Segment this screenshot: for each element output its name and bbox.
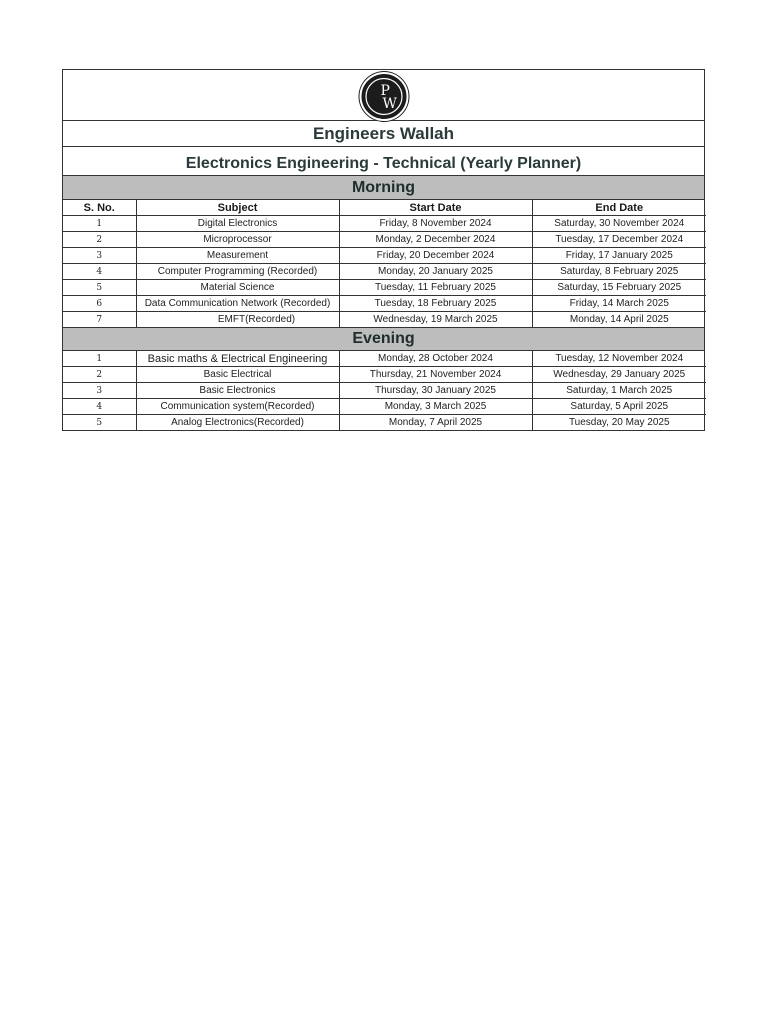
- cell-end-date: Tuesday, 17 December 2024: [532, 232, 706, 248]
- table-row: [63, 264, 706, 280]
- cell-start-date: Thursday, 21 November 2024: [339, 367, 532, 383]
- cell-start-date: Wednesday, 19 March 2025: [339, 312, 532, 328]
- header-start-date: Start Date: [339, 200, 532, 216]
- cell-subject: Analog Electronics(Recorded): [136, 415, 339, 431]
- cell-start-date: Monday, 20 January 2025: [339, 264, 532, 280]
- cell-end-date: Wednesday, 29 January 2025: [532, 367, 706, 383]
- cell-subject: Microprocessor: [136, 232, 339, 248]
- table-row: [63, 280, 706, 296]
- cell-sno: 3: [63, 383, 136, 399]
- cell-end-date: Tuesday, 20 May 2025: [532, 415, 706, 431]
- logo-row: [63, 70, 704, 121]
- cell-end-date: Saturday, 1 March 2025: [532, 383, 706, 399]
- table-row: [63, 216, 706, 232]
- section-evening: Evening: [63, 327, 704, 351]
- cell-subject: Basic Electronics: [136, 383, 339, 399]
- svg-text:W: W: [382, 96, 397, 112]
- cell-sno: 4: [63, 399, 136, 415]
- cell-start-date: Thursday, 30 January 2025: [339, 383, 532, 399]
- cell-subject: Basic Electrical: [136, 367, 339, 383]
- cell-start-date: Monday, 7 April 2025: [339, 415, 532, 431]
- header-sno: S. No.: [63, 200, 136, 216]
- cell-end-date: Saturday, 8 February 2025: [532, 264, 706, 280]
- table-row: [63, 399, 706, 415]
- table-row: [63, 383, 706, 399]
- cell-sno: 7: [63, 312, 136, 328]
- planner-title: Electronics Engineering - Technical (Yearly Planner): [63, 147, 704, 176]
- header-row: [63, 200, 706, 216]
- cell-sno: 3: [63, 248, 136, 264]
- table-row: [63, 312, 706, 328]
- planner-sheet: [62, 69, 705, 431]
- svg-text:P: P: [380, 83, 390, 99]
- header-end-date: End Date: [532, 200, 706, 216]
- cell-subject: Material Science: [136, 280, 339, 296]
- cell-sno: 5: [63, 280, 136, 296]
- cell-subject: Computer Programming (Recorded): [136, 264, 339, 280]
- cell-end-date: Tuesday, 12 November 2024: [532, 351, 706, 367]
- table-row: [63, 367, 706, 383]
- cell-subject: Communication system(Recorded): [136, 399, 339, 415]
- cell-start-date: Tuesday, 11 February 2025: [339, 280, 532, 296]
- table-row: [63, 415, 706, 431]
- cell-start-date: Friday, 8 November 2024: [339, 216, 532, 232]
- cell-start-date: Friday, 20 December 2024: [339, 248, 532, 264]
- cell-end-date: Saturday, 5 April 2025: [532, 399, 706, 415]
- cell-start-date: Monday, 3 March 2025: [339, 399, 532, 415]
- cell-sno: 5: [63, 415, 136, 431]
- cell-end-date: Saturday, 30 November 2024: [532, 216, 706, 232]
- brand-title: Engineers Wallah: [63, 121, 704, 147]
- cell-subject: Basic maths & Electrical Engineering: [136, 351, 339, 367]
- cell-start-date: Monday, 2 December 2024: [339, 232, 532, 248]
- section-morning: Morning: [63, 176, 704, 200]
- cell-sno: 4: [63, 264, 136, 280]
- table-row: [63, 248, 706, 264]
- table-row: [63, 232, 706, 248]
- header-subject: Subject: [136, 200, 339, 216]
- table-row: [63, 296, 706, 312]
- cell-end-date: Saturday, 15 February 2025: [532, 280, 706, 296]
- cell-sno: 2: [63, 367, 136, 383]
- cell-end-date: Monday, 14 April 2025: [532, 312, 706, 328]
- cell-subject: EMFT(Recorded): [136, 312, 339, 328]
- cell-subject: Data Communication Network (Recorded): [136, 296, 339, 312]
- morning-table: [63, 200, 706, 327]
- cell-sno: 6: [63, 296, 136, 312]
- cell-end-date: Friday, 17 January 2025: [532, 248, 706, 264]
- cell-subject: Measurement: [136, 248, 339, 264]
- cell-sno: 1: [63, 216, 136, 232]
- cell-start-date: Monday, 28 October 2024: [339, 351, 532, 367]
- cell-end-date: Friday, 14 March 2025: [532, 296, 706, 312]
- cell-sno: 1: [63, 351, 136, 367]
- evening-table: [63, 351, 706, 430]
- cell-start-date: Tuesday, 18 February 2025: [339, 296, 532, 312]
- pw-logo-icon: [359, 72, 408, 121]
- cell-subject: Digital Electronics: [136, 216, 339, 232]
- table-row: [63, 351, 706, 367]
- cell-sno: 2: [63, 232, 136, 248]
